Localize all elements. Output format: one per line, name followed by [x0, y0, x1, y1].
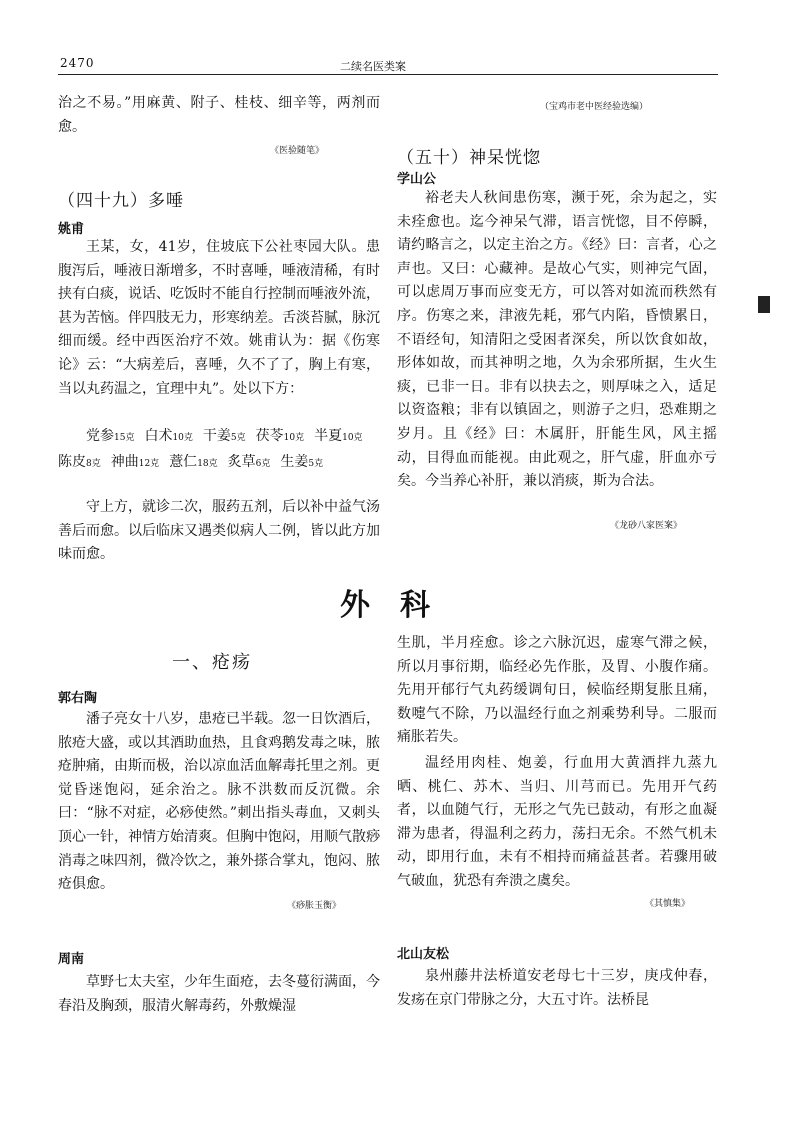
case-paragraph: 王某，女，41岁，住坡底下公社枣园大队。患腹泻后，唾液日渐增多，不时喜唾，唾液清稀，有时挟有白痰，说话、吃饭时不能自行控制而唾液外流，甚为苦恼。伴四肢无力，形寒纳差。舌淡苔腻，脉沉细而缓。经中西医治疗不效。姚甫认为：据《伤寒论》云：“大病差后，喜唾，久不了了，胸上有寒，当以丸药温之，宜理中丸”。处以下方： [58, 239, 380, 397]
herb-item: 半夏10克 [314, 428, 363, 444]
source-citation: 《医验随笔》 [270, 146, 325, 156]
herb-item: 党参15克 [86, 428, 135, 444]
case-author: 姚甫 [58, 222, 85, 237]
source-citation: 《其慎集》 [645, 899, 691, 909]
header-rule [58, 74, 718, 75]
herb-item: 陈皮8克 [58, 453, 101, 470]
herb-item: 炙草6克 [227, 453, 271, 470]
herb-item: 神曲12克 [110, 453, 160, 470]
case-paragraph: 生肌，半月痊愈。诊之六脉沉迟，虚寒气滞之候，所以月事衍期，临经必先作胀，及胃、小腹作痛。先用开郁行气丸药缓调旬日，候临经期复胀且痛，数嚏气不除，乃以温经行血之剂乘势利导。二服而痛胀若失。 [397, 635, 717, 746]
herb-item: 干姜5克 [202, 428, 246, 444]
herb-item: 生姜5克 [280, 453, 324, 470]
subsection-title: 一、疮疡 [172, 652, 252, 673]
case-paragraph: 泉州藤井法桥道安老母七十三岁，庚戌仲春，发疡在京门带脉之分，大五寸许。法桥昆 [397, 968, 717, 1008]
case-paragraph: 裕老夫人秋间患伤寒，濒于死，余为起之，实未痊愈也。迄今神呆气滞，语言恍惚，目不停瞬，请约略言之，以定主治之方。《经》曰：言者，心之声也。又曰：心藏神。是故心气实，则神完气固，可以虑周万事而应变无方，可以答对如流而秩然有序。伤寒之来，津液先耗，邪气内陷，昏愦累日，不语经旬，知清阳之受困者深矣，所以饮食如故，形体如故，而其神明之地，久为余邪所据，生火生痰，已非一日。非有以抉去之，则厚味之入，适足以资盗粮；非有以镇固之，则游子之归，恐难期之岁月。且《经》曰：木属肝，肝能生风，风主摇动，目得血而能视。由此观之，肝气虚，肝血亦亏矣。今当养心补肝，兼以消痰，斯为合法。 [397, 190, 717, 490]
case-author: 周南 [58, 952, 85, 967]
section-title: 外 科 [340, 588, 430, 623]
case-paragraph: 温经用肉桂、炮姜，行血用大黄酒拌九蒸九晒、桃仁、苏木、当归、川芎而已。先用开气药者，以血随气行，无形之气先已鼓动，有形之血凝滞为患者，得温利之药力，荡扫无余。不然气机未动，即用行血，未有不相持而痛益甚者。若骤用破气破血，犹恐有奔溃之虞矣。 [397, 755, 717, 889]
herb-item: 薏仁18克 [169, 453, 218, 470]
source-citation: 《龙砂八家医案》 [610, 521, 683, 531]
case-title: （五十）神呆恍惚 [397, 148, 541, 168]
running-header-title: 二续名医类案 [340, 60, 406, 73]
case-title: （四十九）多唾 [58, 191, 184, 211]
margin-marker [758, 296, 770, 313]
case-author: 学山公 [397, 172, 437, 187]
case-author: 北山友松 [397, 947, 450, 962]
page-number: 2470 [60, 56, 95, 70]
herb-item: 茯苓10克 [255, 428, 305, 444]
case-paragraph: 潘子亮女十八岁，患疮已半载。忽一日饮酒后，脓疮大盛，或以其酒助血热，且食鸡鹅发毒之味，脓疮肿痛，由斯而极，治以凉血活血解毒托里之剂。更觉昏迷饱闷，延余治之。脉不洪数而反沉微。余曰：“脉不对症，必痧使然。”刺出指头毒血，又刺头顶心一针，神情方始清爽。但胸中饱闷，用顺气散痧消毒之味四剂，微冷饮之，兼外搽合掌丸，饱闷、脓疮俱愈。 [58, 711, 380, 893]
left-continuation-paragraph: 治之不易。”用麻黄、附子、桂枝、细辛等，两剂而愈。 [58, 95, 380, 135]
case-paragraph: 守上方，就诊二次，服药五剂，后以补中益气汤善后而愈。以后临床又遇类似病人二例，皆以此方加味而愈。 [58, 499, 380, 563]
source-citation: 《痧胀玉衡》 [287, 901, 342, 911]
case-paragraph: 草野七太夫室，少年生面疮，去冬蔓衍满面，今春沿及胸颈，服清火解毒药，外敷燥湿 [58, 974, 380, 1014]
herb-item: 白术10克 [144, 428, 193, 444]
source-citation: （宝鸡市老中医经验选编） [540, 102, 649, 112]
herb-list [58, 425, 384, 476]
case-author: 郭右陶 [58, 691, 98, 706]
